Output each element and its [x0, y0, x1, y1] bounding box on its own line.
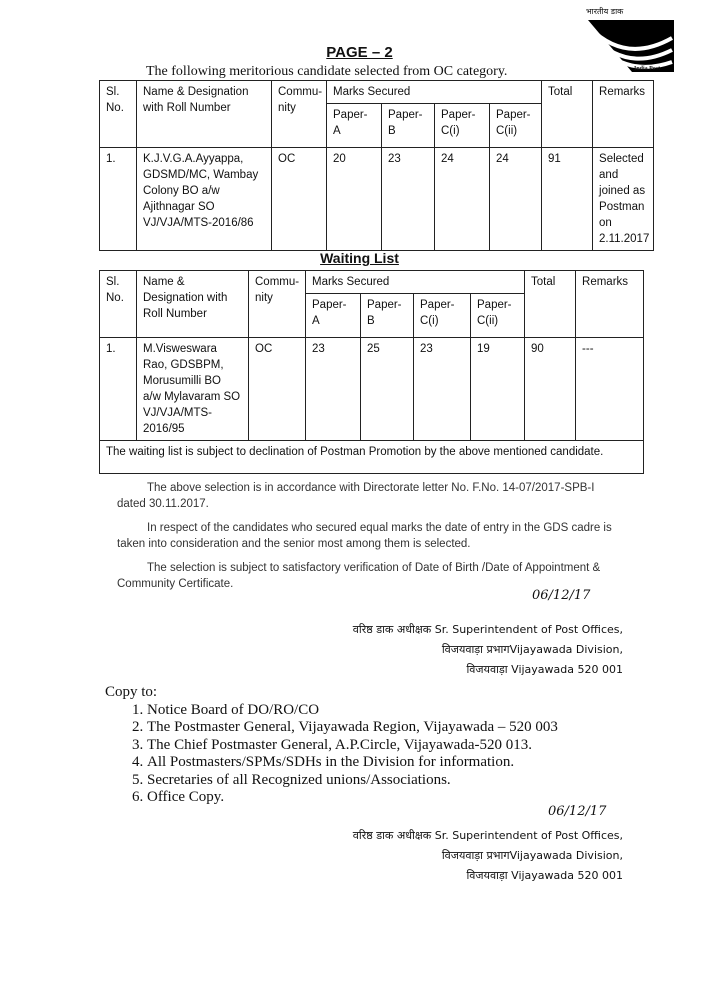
header-marks: Marks Secured [306, 271, 525, 294]
cell-community: OC [249, 338, 306, 441]
signature-address: विजयवाड़ा Vijayawada 520 001 [466, 663, 623, 676]
page-title: PAGE – 2 [326, 44, 393, 61]
cell-name: K.J.V.G.A.Ayyappa, GDSMD/MC, Wambay Colony BO a/w Ajithnagar SO VJ/VJA/MTS-2016/86 [137, 148, 272, 251]
copy-to-label: Copy to: [105, 684, 158, 700]
waiting-list-table [99, 270, 644, 474]
cell-paper-cii: 24 [490, 148, 542, 251]
list-item: 1. Notice Board of DO/RO/CO [147, 702, 558, 720]
list-item: 3. The Chief Postmaster General, A.P.Circle, Vijayawada-520 013. [147, 737, 558, 755]
header-paper-cii: Paper-C(ii) [490, 104, 542, 148]
cell-remarks: --- [576, 338, 644, 441]
signature-block-2 [353, 826, 623, 886]
signature-title: वरिष्ठ डाक अधीक्षक Sr. Superintendent of Post Offices, [352, 829, 623, 842]
list-item: 5. Secretaries of all Recognized unions/Associations. [147, 772, 558, 790]
cell-paper-ci: 23 [414, 338, 471, 441]
header-paper-a: Paper-A [327, 104, 382, 148]
header-paper-ci: Paper-C(i) [414, 294, 471, 338]
header-total: Total [542, 81, 593, 148]
cell-paper-a: 23 [306, 338, 361, 441]
signature-title: वरिष्ठ डाक अधीक्षक Sr. Superintendent of Post Offices, [352, 623, 623, 636]
cell-community: OC [272, 148, 327, 251]
header-name: Name & Designation with Roll Number [137, 81, 272, 148]
signature-address: विजयवाड़ा Vijayawada 520 001 [466, 869, 623, 882]
header-remarks: Remarks [593, 81, 654, 148]
paragraph-verification: The selection is subject to satisfactory verification of Date of Birth /Date of Appointment & Community Certificate. [117, 562, 601, 590]
cell-total: 90 [525, 338, 576, 441]
cell-paper-b: 25 [361, 338, 414, 441]
cell-sl: 1. [100, 148, 137, 251]
list-item: 6. Office Copy. [147, 789, 558, 807]
header-sl: Sl. No. [100, 81, 137, 148]
list-item: 4. All Postmasters/SPMs/SDHs in the Division for information. [147, 754, 558, 772]
header-sl: Sl. No. [100, 271, 137, 338]
table-row [100, 338, 644, 441]
paragraph-equal-marks: In respect of the candidates who secured equal marks the date of entry in the GDS cadre is taken into consideration and the senior most among them is selected. [117, 522, 612, 550]
cell-remarks: Selected and joined as Postman on 2.11.2017 [593, 148, 654, 251]
header-paper-b: Paper-B [361, 294, 414, 338]
handwritten-signature-date: 06/12/17 [532, 588, 591, 603]
header-paper-b: Paper-B [382, 104, 435, 148]
header-name: Name & Designation with Roll Number [137, 271, 249, 338]
cell-paper-ci: 24 [435, 148, 490, 251]
cell-paper-a: 20 [327, 148, 382, 251]
intro-text: The following meritorious candidate selected from OC category. [146, 64, 508, 79]
copy-to-section [105, 684, 558, 807]
header-total: Total [525, 271, 576, 338]
cell-sl: 1. [100, 338, 137, 441]
waiting-list-title: Waiting List [320, 250, 399, 266]
header-community: Commu-nity [249, 271, 306, 338]
paragraph-directorate-letter: The above selection is in accordance with Directorate letter No. F.No. 14-07/2017-SPB-I dated 30.11.2017. [117, 482, 595, 510]
cell-name: M.Visweswara Rao, GDSBPM, Morusumilli BO a/w Mylavaram SO VJ/VJA/MTS-2016/95 [137, 338, 249, 441]
cell-paper-b: 23 [382, 148, 435, 251]
header-community: Commu-nity [272, 81, 327, 148]
india-post-logo [572, 6, 682, 76]
waiting-list-note: The waiting list is subject to declination of Postman Promotion by the above mentioned candidate. [100, 441, 644, 474]
logo-hindi-text: भारतीय डाक [586, 7, 624, 16]
cell-total: 91 [542, 148, 593, 251]
signature-division: विजयवाड़ा प्रभागVijayawada Division, [441, 643, 623, 656]
list-item: 2. The Postmaster General, Vijayawada Region, Vijayawada – 520 003 [147, 719, 558, 737]
signature-division: विजयवाड़ा प्रभागVijayawada Division, [441, 849, 623, 862]
header-remarks: Remarks [576, 271, 644, 338]
signature-block [353, 620, 623, 680]
header-paper-a: Paper-A [306, 294, 361, 338]
logo-english-text: India Post [634, 66, 661, 72]
cell-paper-cii: 19 [471, 338, 525, 441]
handwritten-signature-date-2: 06/12/17 [548, 804, 607, 819]
header-marks: Marks Secured [327, 81, 542, 104]
selected-candidate-table [99, 80, 654, 251]
header-paper-ci: Paper-C(i) [435, 104, 490, 148]
table-row [100, 148, 654, 251]
copy-to-list [105, 702, 558, 807]
header-paper-cii: Paper-C(ii) [471, 294, 525, 338]
